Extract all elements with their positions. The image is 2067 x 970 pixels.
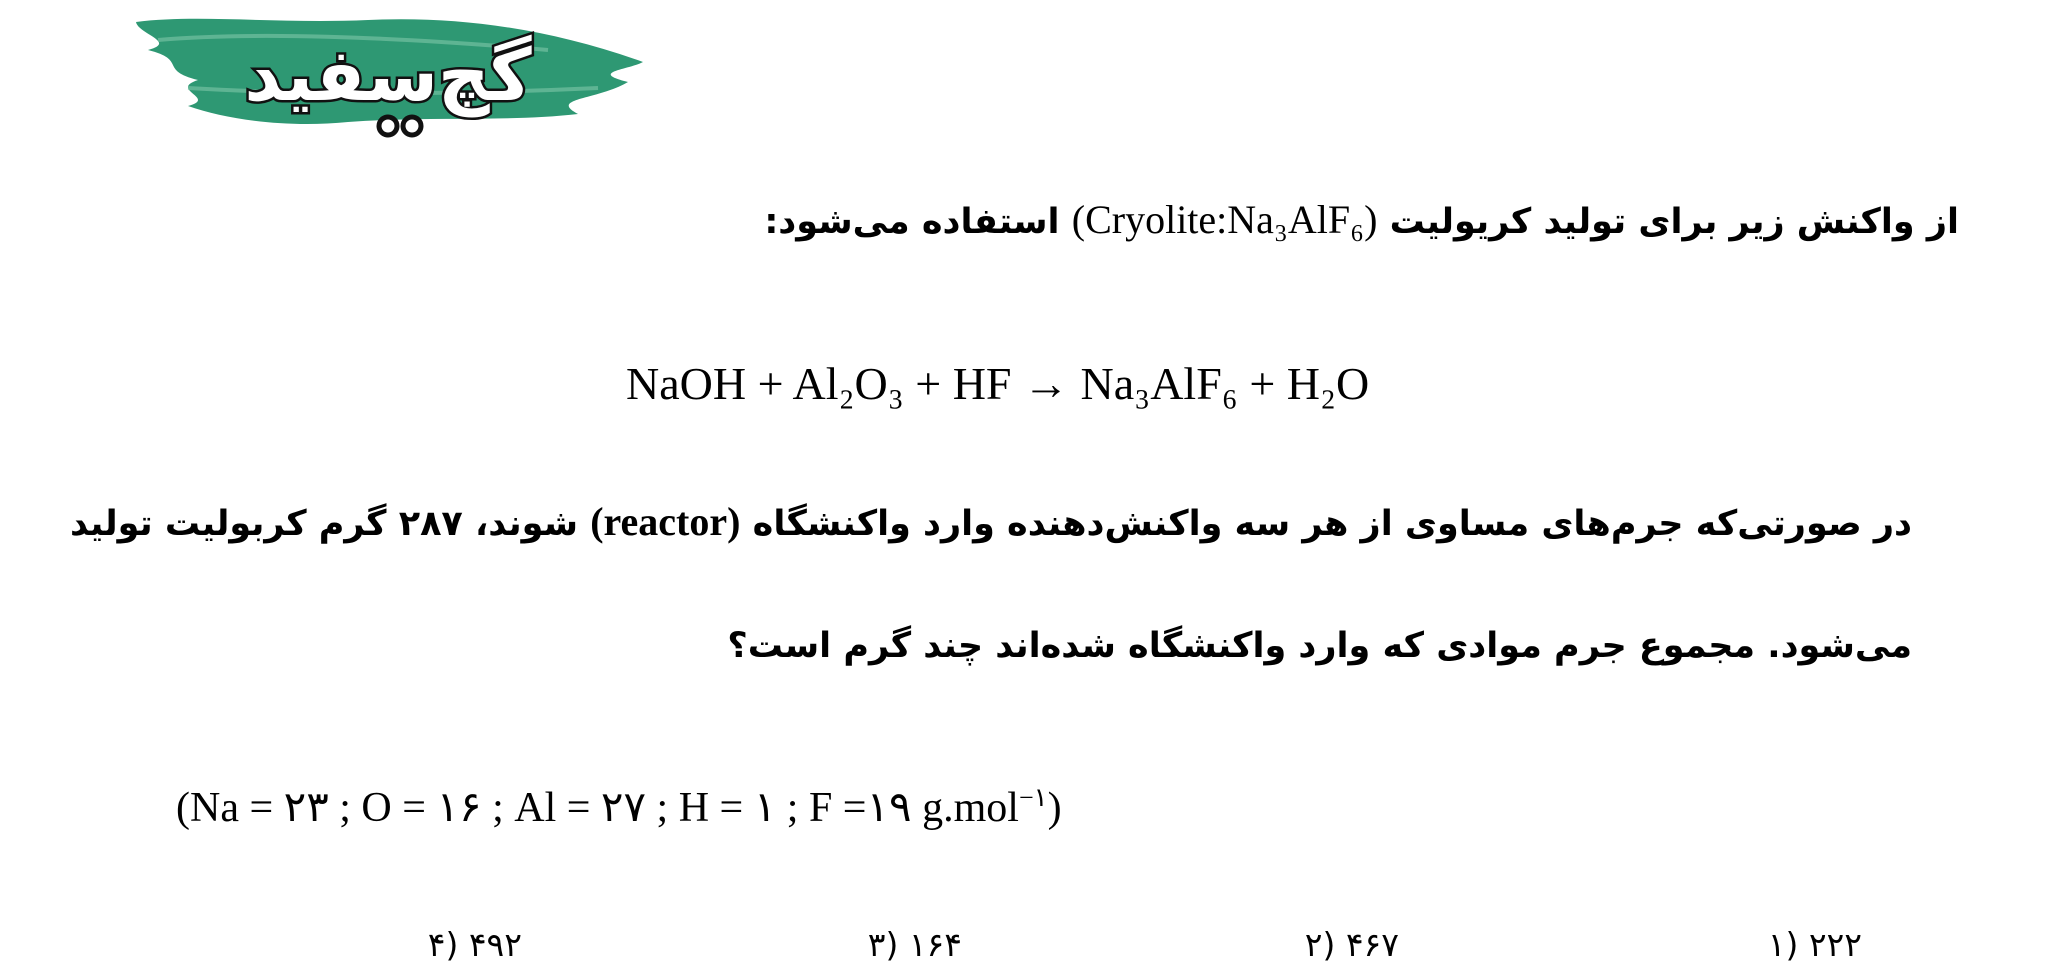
atomic-masses-close: ): [1047, 785, 1062, 831]
atomic-masses: [176, 782, 1062, 832]
logo-text: گچ‌سفید: [244, 33, 532, 117]
intro-text-before: از واکنش زیر برای تولید کریولیت: [1389, 202, 1959, 242]
brand-logo: [128, 10, 648, 145]
answer-option-4[interactable]: ۴) ۴۹۲: [427, 925, 522, 964]
reaction-equation: NaOH + Al₂O₃ + HF → Na₃AlF₆ + H₂O: [626, 358, 1370, 409]
logo-dot: [403, 117, 421, 135]
question-line-1: [70, 498, 1912, 545]
atomic-masses-exponent: −۱: [1018, 783, 1048, 812]
cryolite-formula: (Cryolite:Na₃AlF₆): [1071, 197, 1378, 242]
atomic-masses-text: (Na = ۲۳ ; O = ۱۶ ; Al = ۲۷ ; H = ۱ ; F =۱۹ g.mol: [176, 785, 1019, 831]
answer-option-1[interactable]: ۱) ۲۲۲: [1767, 925, 1862, 964]
question-line-1-after: شوند، ۲۸۷ گرم کربولیت تولید: [69, 504, 578, 544]
question-line-2: می‌شود. مجموع جرم موادی که وارد واکنشگاه شده‌اند چند گرم است؟: [727, 626, 1912, 666]
question-line-1-before: در صورتی‌که جرم‌های مساوی از هر سه واکنش‌دهنده وارد واکنشگاه: [752, 504, 1912, 544]
reactor-term: (reactor): [590, 499, 741, 544]
answer-option-3[interactable]: ۳) ۱۶۴: [867, 925, 962, 964]
answer-option-2[interactable]: ۲) ۴۶۷: [1304, 925, 1399, 964]
logo-dot: [379, 117, 397, 135]
intro-text-after: استفاده می‌شود:: [764, 202, 1060, 242]
question-intro: [764, 196, 1959, 243]
